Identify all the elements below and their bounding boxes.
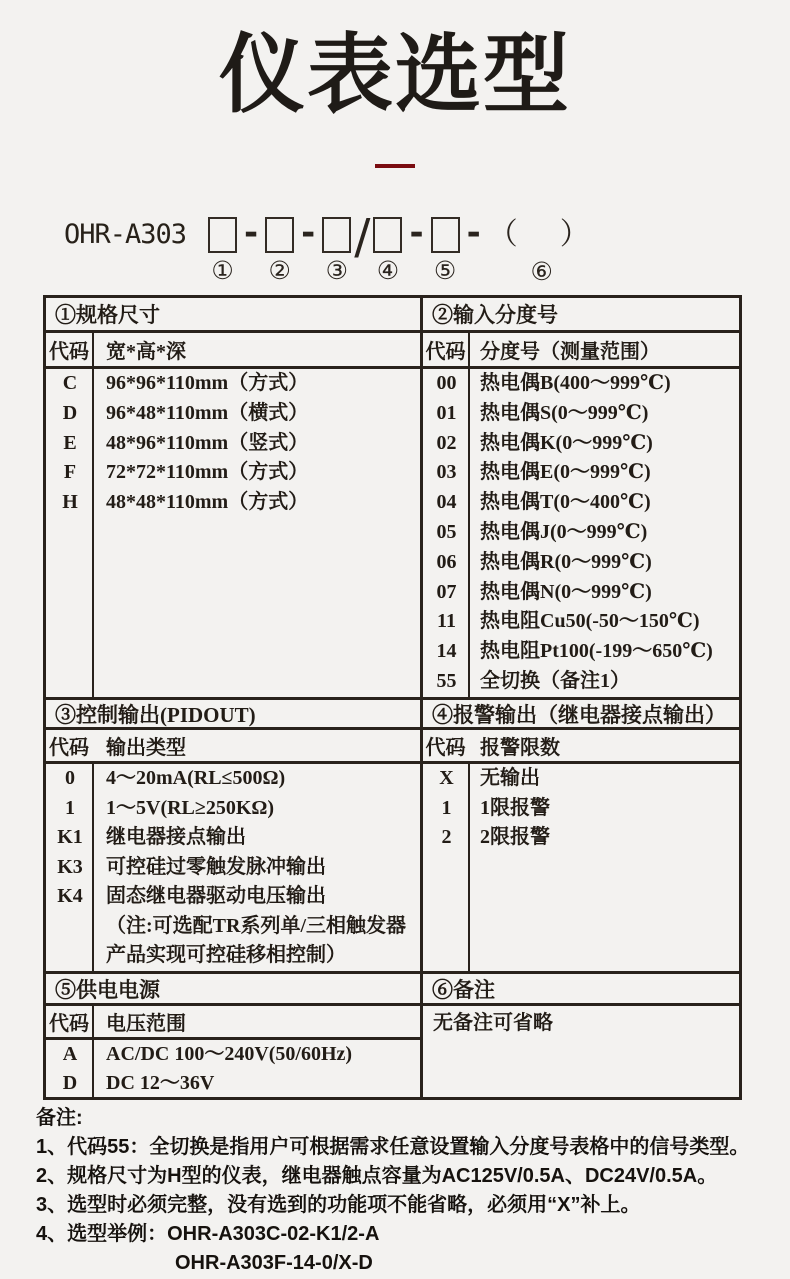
section-title: ①规格尺寸 (46, 298, 420, 333)
position-number: ④ (376, 258, 400, 285)
table-row (46, 1040, 420, 1069)
row-code: X (439, 767, 454, 789)
remark-note: 无备注可省略 (433, 1012, 553, 1034)
model-separator-slash: / (354, 209, 371, 265)
row-desc: 固态继电器驱动电压输出 (106, 885, 326, 907)
model-sequence (208, 209, 596, 286)
row-code: 00 (436, 372, 457, 394)
row-desc: 继电器接点输出 (106, 826, 246, 848)
row-code: 14 (436, 640, 457, 663)
row-code: K3 (57, 855, 83, 878)
footnote-item: OHR-A303F-14-0/X-D (175, 1252, 373, 1274)
position-number: ⑥ (530, 259, 553, 286)
row-desc: 96*96*110mm（方式） (106, 372, 309, 394)
model-slot (208, 216, 237, 285)
table-row (46, 853, 420, 883)
model-slot (373, 216, 402, 285)
section-rows (423, 369, 739, 697)
col-code-label: 代码 (49, 737, 89, 759)
position-number: ③ (325, 258, 348, 285)
column-header (46, 1006, 420, 1040)
row-desc: 热电偶S(0～999℃) (480, 401, 649, 424)
col-code-label: 代码 (423, 333, 470, 366)
table-row (46, 458, 420, 488)
section-title: ⑥备注 (423, 974, 739, 1006)
row-desc: 产品实现可控硅移相控制） (106, 944, 346, 966)
table-row (46, 764, 420, 794)
table-row (423, 488, 739, 518)
table-row (46, 912, 420, 942)
position-number: ⑤ (433, 258, 457, 285)
row-desc: 96*48*110mm（横式） (106, 401, 309, 424)
table-row (46, 882, 420, 912)
model-code-box (265, 217, 294, 253)
model-code-line (64, 209, 596, 286)
col-desc-label: 宽*高*深 (106, 341, 186, 363)
table-row (423, 399, 739, 429)
model-separator-dash: - (466, 213, 481, 253)
table-row (46, 941, 420, 971)
model-separator-dash: - (244, 213, 259, 253)
row-code: 2 (441, 826, 452, 848)
position-number: ① (211, 258, 234, 285)
row-code (46, 912, 94, 942)
row-desc: 热电偶B(400～999℃) (480, 372, 671, 394)
table-row (423, 667, 739, 697)
model-slot (265, 216, 294, 285)
row-code: 06 (436, 550, 457, 573)
model-code-box (431, 217, 460, 253)
model-separator-dash: - (409, 213, 424, 253)
column-header (423, 333, 739, 369)
section-spec-size (46, 298, 420, 697)
model-suffix-parens: （ ） (487, 218, 596, 251)
band-spec-and-input (46, 298, 739, 697)
section-input-graduation (420, 298, 739, 697)
table-row (423, 607, 739, 637)
section-title: ④报警输出（继电器接点输出） (423, 700, 739, 730)
row-desc: 热电阻Pt100(-199～650℃) (480, 640, 713, 663)
footnote-item: 3、选型时必须完整，没有选到的功能项不能省略，必须用“X”补上。 (36, 1194, 641, 1216)
row-code: E (63, 431, 77, 454)
row-code: 0 (65, 767, 75, 789)
page-title: 仪表选型 (219, 27, 571, 123)
table-row (423, 764, 739, 794)
row-desc: 全切换（备注1） (480, 669, 630, 692)
row-code: 01 (436, 401, 457, 424)
footnotes (36, 1104, 776, 1278)
col-code-label: 代码 (425, 737, 466, 759)
section-title: ⑤供电电源 (46, 974, 420, 1006)
row-desc: 热电偶R(0～999℃) (480, 550, 652, 573)
row-desc: 2限报警 (480, 826, 550, 848)
col-code-label: 代码 (46, 333, 94, 366)
section-rows (423, 764, 739, 971)
row-code: K1 (57, 826, 83, 848)
section-title: ③控制输出(PIDOUT) (46, 700, 420, 730)
row-desc: （注:可选配TR系列单/三相触发器 (106, 914, 406, 937)
row-code: D (62, 401, 78, 424)
row-code (46, 941, 94, 971)
footnote-item: 4、选型举例：OHR-A303C-02-K1/2-A (36, 1223, 380, 1245)
col-desc-label: 输出类型 (106, 737, 186, 759)
section-remark (420, 974, 739, 1097)
section-control-output (46, 700, 420, 971)
table-row (423, 637, 739, 667)
footnote-item: 2、规格尺寸为H型的仪表，继电器触点容量为AC125V/0.5A、DC24V/0.5A。 (36, 1165, 718, 1187)
row-code: 02 (436, 431, 457, 454)
col-desc-label: 电压范围 (106, 1013, 186, 1035)
row-desc: 1限报警 (480, 796, 550, 819)
footnote-item: 1、代码55：全切换是指用户可根据需求任意设置输入分度号表格中的信号类型。 (36, 1136, 750, 1158)
model-code-box (208, 217, 237, 253)
section-title: ②输入分度号 (423, 298, 739, 333)
table-row (423, 429, 739, 459)
table-row (423, 518, 739, 548)
title-divider (375, 164, 415, 168)
row-code: F (63, 461, 77, 484)
model-prefix: OHR-A303 (64, 219, 187, 250)
row-desc: 热电偶K(0～999℃) (480, 431, 653, 454)
row-desc: 72*72*110mm（方式） (106, 461, 309, 484)
row-code: A (62, 1043, 78, 1065)
position-number: ② (268, 258, 291, 285)
row-code: K4 (57, 885, 83, 907)
row-code: 1 (441, 796, 452, 819)
table-row (423, 578, 739, 608)
table-row (46, 429, 420, 459)
table-row (46, 488, 420, 518)
row-desc: 48*48*110mm（方式） (106, 491, 309, 514)
model-slot (488, 216, 596, 286)
column-header (423, 730, 739, 764)
table-row (423, 458, 739, 488)
model-code-box (373, 217, 402, 253)
band-control-and-alarm (46, 697, 739, 971)
footnotes-label: 备注: (36, 1107, 83, 1129)
footnotes-list (36, 1133, 776, 1278)
row-code: 05 (436, 520, 457, 543)
band-power-and-remark (46, 971, 739, 1097)
table-row (46, 369, 420, 399)
table-row (46, 794, 420, 824)
row-desc: 可控硅过零触发脉冲输出 (106, 855, 326, 878)
column-header (46, 333, 420, 369)
section-rows (46, 764, 420, 971)
col-desc-label: 报警限数 (480, 737, 560, 759)
row-code: 07 (436, 580, 457, 603)
table-row (423, 794, 739, 824)
table-row (423, 369, 739, 399)
table-row (46, 399, 420, 429)
section-alarm-output (420, 700, 739, 971)
row-desc: 4～20mA(RL≤500Ω) (106, 767, 286, 789)
column-header (46, 730, 420, 764)
row-desc: 无输出 (480, 767, 540, 789)
row-desc: 热电阻Cu50(-50～150℃) (480, 610, 700, 633)
row-desc: 热电偶N(0～999℃) (480, 580, 652, 603)
row-desc: 热电偶J(0～999℃) (480, 520, 648, 543)
row-code: C (62, 372, 78, 394)
section-rows (46, 1040, 420, 1097)
row-code: 55 (436, 669, 457, 692)
row-desc: 热电偶T(0～400℃) (480, 491, 651, 514)
col-code-label: 代码 (46, 1006, 94, 1037)
row-desc: 48*96*110mm（竖式） (106, 431, 309, 454)
selection-table (43, 295, 742, 1100)
table-row (423, 548, 739, 578)
row-code: H (62, 491, 78, 514)
row-code: 03 (436, 461, 457, 484)
row-code: 04 (436, 491, 457, 514)
model-slot (322, 216, 351, 285)
model-separator-dash: - (301, 213, 316, 253)
model-slot (431, 216, 460, 285)
table-row (46, 1069, 420, 1098)
row-desc: DC 12～36V (106, 1071, 215, 1094)
row-desc: 热电偶E(0～999℃) (480, 461, 651, 484)
row-code: 1 (65, 796, 75, 819)
model-code-box (322, 217, 351, 253)
section-rows (46, 369, 420, 697)
row-desc: 1～5V(RL≥250KΩ) (106, 796, 275, 819)
table-row (46, 823, 420, 853)
row-desc: AC/DC 100～240V(50/60Hz) (106, 1043, 353, 1065)
row-code: D (62, 1071, 78, 1094)
row-code: 11 (437, 610, 456, 633)
col-desc-label: 分度号（测量范围） (480, 341, 660, 363)
section-power-supply (46, 974, 420, 1097)
table-row (423, 823, 739, 853)
